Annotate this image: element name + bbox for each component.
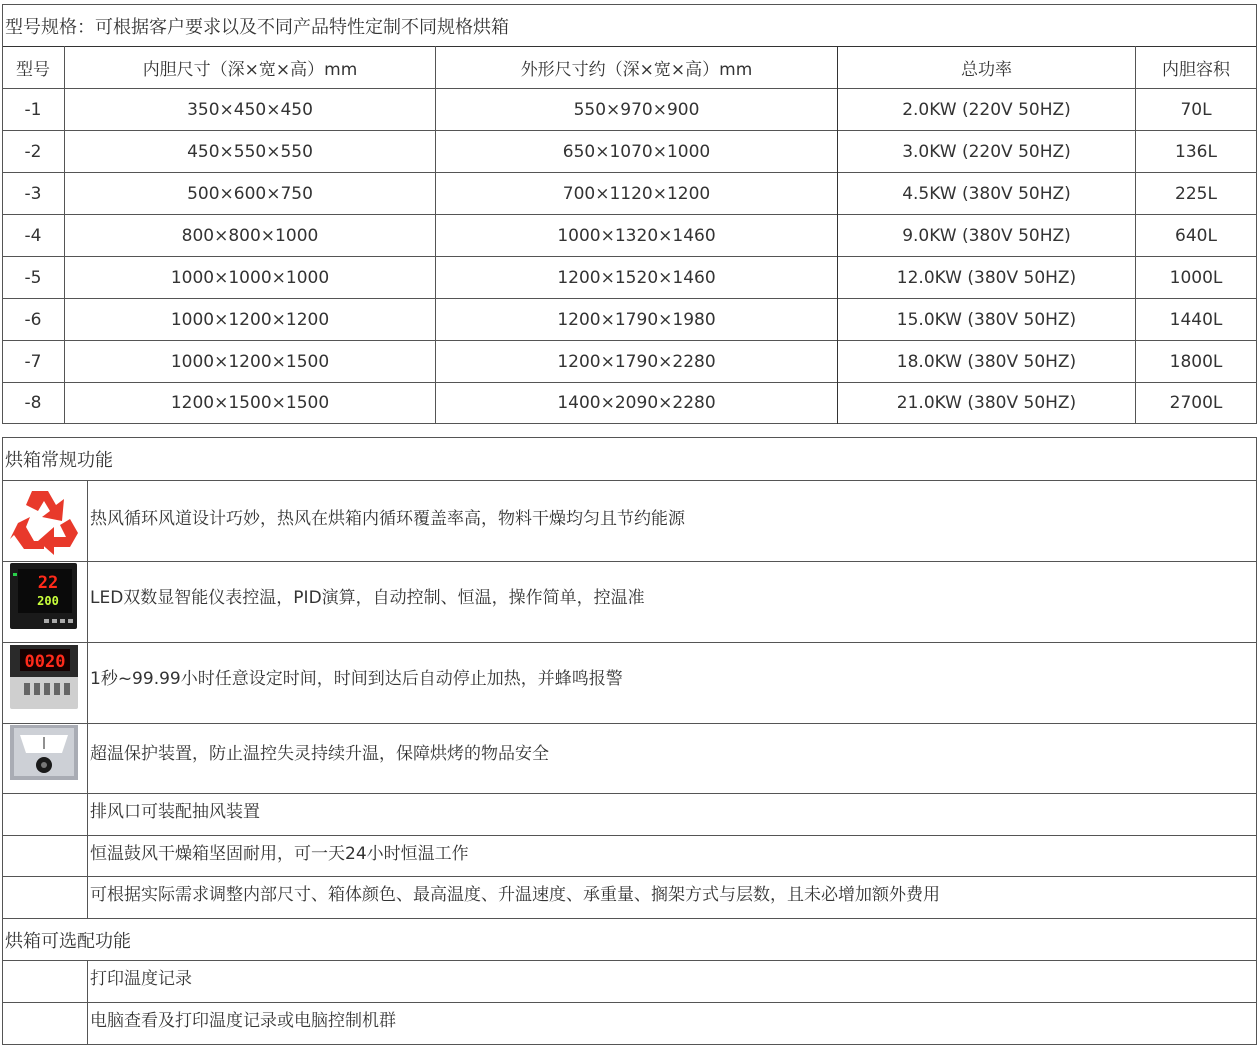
- row-model: -2: [24, 141, 42, 162]
- row-inner: 1200×1500×1500: [170, 393, 330, 413]
- row-volume: 70L: [1180, 99, 1212, 120]
- timer-display: 0020: [24, 652, 66, 672]
- row-power: 9.0KW (380V 50HZ): [902, 225, 1071, 246]
- row-outer: 650×1070×1000: [562, 141, 711, 162]
- row-inner: 1000×1200×1200: [170, 309, 330, 330]
- row-volume: 225L: [1175, 183, 1217, 204]
- regular-functions-title: 烘箱常规功能: [5, 450, 113, 471]
- row-power: 15.0KW (380V 50HZ): [896, 309, 1077, 330]
- optional-functions-title: 烘箱可选配功能: [5, 930, 131, 952]
- feature-text: 超温保护装置，防止温控失灵持续升温，保障烘烤的物品安全: [90, 744, 549, 764]
- row-volume: 2700L: [1169, 393, 1223, 413]
- row-power: 18.0KW (380V 50HZ): [896, 351, 1077, 372]
- feature-text: 可根据实际需求调整内部尺寸、箱体颜色、最高温度、升温速度、承重量、搁架方式与层数，且未必增加额外费用: [90, 884, 940, 905]
- row-inner: 1000×1000×1000: [170, 267, 330, 288]
- row-outer: 1000×1320×1460: [557, 225, 716, 246]
- feature-text: 恒温鼓风干燥箱坚固耐用，可一天24小时恒温工作: [90, 843, 469, 864]
- row-inner: 1000×1200×1500: [170, 351, 330, 372]
- row-model: -8: [24, 393, 42, 413]
- row-outer: 1200×1520×1460: [557, 267, 716, 288]
- header-model: 型号: [16, 60, 50, 80]
- row-model: -1: [24, 99, 42, 120]
- row-inner: 350×450×450: [187, 99, 313, 120]
- row-model: -7: [24, 351, 42, 372]
- row-power: 12.0KW (380V 50HZ): [896, 267, 1077, 288]
- optional-feature-text: 打印温度记录: [90, 968, 192, 989]
- row-volume: 1000L: [1169, 267, 1223, 288]
- feature-text: 热风循环风道设计巧妙，热风在烘箱内循环覆盖率高，物料干燥均匀且节约能源: [90, 508, 685, 529]
- optional-feature-text: 电脑查看及打印温度记录或电脑控制机群: [90, 1010, 396, 1031]
- row-inner: 800×800×1000: [181, 225, 319, 246]
- header-volume: 内胆容积: [1162, 60, 1230, 80]
- temp-display-bottom: 200: [37, 594, 59, 608]
- row-power: 3.0KW (220V 50HZ): [902, 141, 1071, 162]
- row-outer: 1200×1790×1980: [557, 309, 716, 330]
- feature-text: 1秒~99.99小时任意设定时间，时间到达后自动停止加热，并蜂鸣报警: [90, 668, 623, 689]
- row-model: -6: [24, 309, 42, 330]
- recycle-icon: [8, 483, 82, 557]
- row-inner: 450×550×550: [187, 141, 313, 162]
- timer-icon: [10, 645, 78, 709]
- header-power: 总功率: [961, 60, 1012, 80]
- spec-title: 型号规格：可根据客户要求以及不同产品特性定制不同规格烘箱: [5, 16, 509, 38]
- row-volume: 136L: [1175, 141, 1217, 162]
- feature-text: 排风口可装配抽风装置: [90, 801, 260, 822]
- row-model: -3: [24, 183, 42, 204]
- row-outer: 700×1120×1200: [562, 183, 711, 204]
- feature-text: LED双数显智能仪表控温，PID演算，自动控制、恒温，操作简单，控温准: [90, 587, 645, 608]
- row-outer: 1200×1790×2280: [557, 351, 716, 372]
- row-outer: 550×970×900: [573, 99, 700, 120]
- row-volume: 640L: [1175, 225, 1217, 246]
- row-model: -4: [24, 225, 42, 246]
- row-volume: 1440L: [1169, 309, 1223, 330]
- row-inner: 500×600×750: [187, 183, 313, 204]
- row-power: 4.5KW (380V 50HZ): [902, 183, 1071, 204]
- header-inner-size: 内胆尺寸（深×宽×高）mm: [142, 60, 358, 80]
- row-power: 2.0KW (220V 50HZ): [902, 99, 1071, 120]
- row-model: -5: [24, 267, 42, 288]
- row-power: 21.0KW (380V 50HZ): [896, 393, 1077, 413]
- header-outer-size: 外形尺寸约（深×宽×高）mm: [520, 60, 753, 80]
- row-outer: 1400×2090×2280: [557, 393, 716, 413]
- temp-display-top: 22: [37, 573, 59, 593]
- temperature-controller-icon: [10, 563, 77, 629]
- row-volume: 1800L: [1169, 351, 1223, 372]
- thermostat-dial-icon: [10, 725, 78, 780]
